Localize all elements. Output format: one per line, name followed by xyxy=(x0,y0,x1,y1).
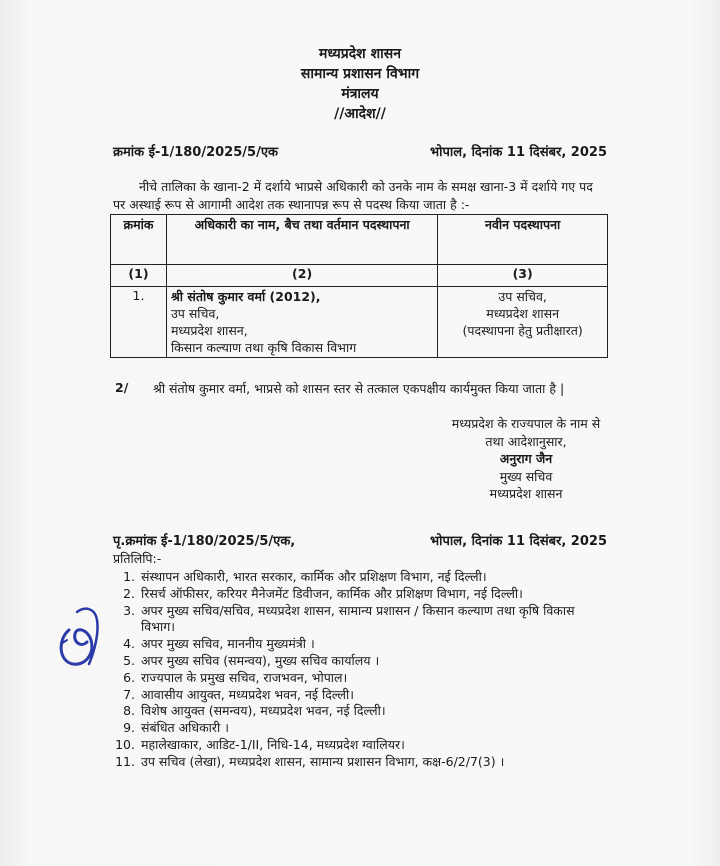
copy-list xyxy=(113,569,593,771)
signature-block xyxy=(436,415,616,503)
copy-number: 3. xyxy=(123,602,135,618)
list-item xyxy=(113,670,593,687)
column-number-1: (1) xyxy=(111,265,167,287)
posting-table xyxy=(110,214,608,358)
list-item xyxy=(113,687,593,704)
list-item xyxy=(113,737,593,754)
copy-recipient: आवासीय आयुक्त, मध्यप्रदेश भवन, नई दिल्ली। xyxy=(141,686,354,702)
copy-number: 4. xyxy=(123,636,135,652)
list-item xyxy=(113,754,593,771)
document-header xyxy=(0,44,720,124)
copy-recipient: संस्थापन अधिकारी, भारत सरकार, कार्मिक और प्रशिक्षण विभाग, नई दिल्ली। xyxy=(141,569,487,584)
list-item xyxy=(113,720,593,737)
endorsement-place-date: भोपाल, दिनांक 11 दिसंबर, 2025 xyxy=(430,534,607,549)
new-posting-status: (पदस्थापना हेतु प्रतीक्षारत) xyxy=(462,323,583,338)
copy-recipient: उप सचिव (लेखा), मध्यप्रदेश शासन, सामान्य प्रशासन विभाग, कक्ष-6/2/7(3) । xyxy=(141,753,505,769)
list-item xyxy=(113,703,593,720)
row-new-posting-cell xyxy=(438,287,608,358)
order-intro-text: नीचे तालिका के खाना-2 में दर्शाये भाप्रसे अधिकारी को उनके नाम के समक्ष खाना-3 में दर्शाये गए पद पर अस्थाई रूप से आगामी आदेश तक स्थानापन्न रूप से पदस्थ किया जाता है :- xyxy=(113,179,593,212)
copy-recipient: राज्यपाल के प्रमुख सचिव, राजभवन, भोपाल। xyxy=(141,669,348,685)
list-item xyxy=(113,586,593,603)
list-item xyxy=(113,603,593,637)
copy-recipient: विशेष आयुक्त (समन्वय), मध्यप्रदेश भवन, नई दिल्ली। xyxy=(141,703,386,719)
order-reference-row xyxy=(113,142,607,160)
list-item xyxy=(113,569,593,586)
row-sno: 1. xyxy=(111,287,167,358)
copy-number: 9. xyxy=(123,720,135,736)
endorsement-number: पृ.क्रमांक ई-1/180/2025/5/एक, xyxy=(113,534,296,549)
endorsement-reference-row xyxy=(113,531,607,549)
copy-number: 11. xyxy=(115,753,135,769)
paragraph-2 xyxy=(115,380,615,397)
signature-authority-line: मध्यप्रदेश के राज्यपाल के नाम से xyxy=(451,416,601,431)
signature-order-line: तथा आदेशानुसार, xyxy=(485,433,567,449)
paragraph-2-number: 2/ xyxy=(115,380,129,395)
table-column-number-row xyxy=(111,265,608,287)
handwritten-initial-mark xyxy=(55,600,115,680)
copy-number: 10. xyxy=(115,736,135,752)
table-header-row xyxy=(111,215,608,265)
list-item xyxy=(113,653,593,670)
copy-recipient: अपर मुख्य सचिव (समन्वय), मुख्य सचिव कार्यालय । xyxy=(141,652,380,668)
column-header-sno: क्रमांक xyxy=(111,215,167,265)
officer-current-govt: मध्यप्रदेश शासन, xyxy=(170,323,248,338)
officer-current-post: उप सचिव, xyxy=(170,306,220,321)
row-officer-cell xyxy=(166,287,437,358)
order-number: क्रमांक ई-1/180/2025/5/एक xyxy=(113,145,278,160)
table-row xyxy=(111,287,608,358)
signatory-office: मध्यप्रदेश शासन xyxy=(489,486,563,501)
new-posting-govt: मध्यप्रदेश शासन xyxy=(486,306,560,321)
list-item xyxy=(113,636,593,653)
copy-number: 2. xyxy=(123,585,135,601)
column-header-officer: अधिकारी का नाम, बैच तथा वर्तमान पदस्थापना xyxy=(166,215,437,265)
header-secretariat: मंत्रालय xyxy=(341,86,379,102)
column-number-2: (2) xyxy=(166,265,437,287)
signatory-name: अनुराग जैन xyxy=(499,451,553,466)
officer-current-department: किसान कल्याण तथा कृषि विकास विभाग xyxy=(170,340,357,355)
copy-recipient: रिसर्च ऑफीसर, करियर मैनेजमेंट डिवीजन, कार्मिक और प्रशिक्षण विभाग, नई दिल्ली। xyxy=(141,585,523,601)
paragraph-2-text: श्री संतोष कुमार वर्मा, भाप्रसे को शासन स्तर से तत्काल एकपक्षीय कार्यमुक्त किया जाता है | xyxy=(153,381,565,396)
column-header-new-posting: नवीन पदस्थापना xyxy=(438,215,608,265)
order-place-date: भोपाल, दिनांक 11 दिसंबर, 2025 xyxy=(430,145,607,160)
copy-number: 1. xyxy=(123,569,135,584)
copy-number: 8. xyxy=(123,703,135,719)
copy-recipient: संबंधित अधिकारी । xyxy=(141,720,229,736)
copy-number: 5. xyxy=(123,652,135,668)
copy-to-label: प्रतिलिपि:- xyxy=(113,551,162,566)
header-govt: मध्यप्रदेश शासन xyxy=(319,46,401,62)
new-posting-post: उप सचिव, xyxy=(498,289,547,304)
copy-recipient: महालेखाकार, आडिट-1/II, निधि-14, मध्यप्रदेश ग्वालियर। xyxy=(141,736,405,752)
signatory-designation: मुख्य सचिव xyxy=(499,468,553,484)
header-order-title: //आदेश// xyxy=(334,106,386,122)
copy-recipient: अपर मुख्य सचिव, माननीय मुख्यमंत्री । xyxy=(141,636,315,652)
copy-recipient: अपर मुख्य सचिव/सचिव, मध्यप्रदेश शासन, सामान्य प्रशासन / किसान कल्याण तथा कृषि विकास विभाग। xyxy=(141,602,575,635)
copy-number: 6. xyxy=(123,669,135,685)
column-number-3: (3) xyxy=(438,265,608,287)
officer-name: श्री संतोष कुमार वर्मा (2012), xyxy=(170,289,321,304)
copy-number: 7. xyxy=(123,686,135,702)
header-department: सामान्य प्रशासन विभाग xyxy=(300,66,420,82)
